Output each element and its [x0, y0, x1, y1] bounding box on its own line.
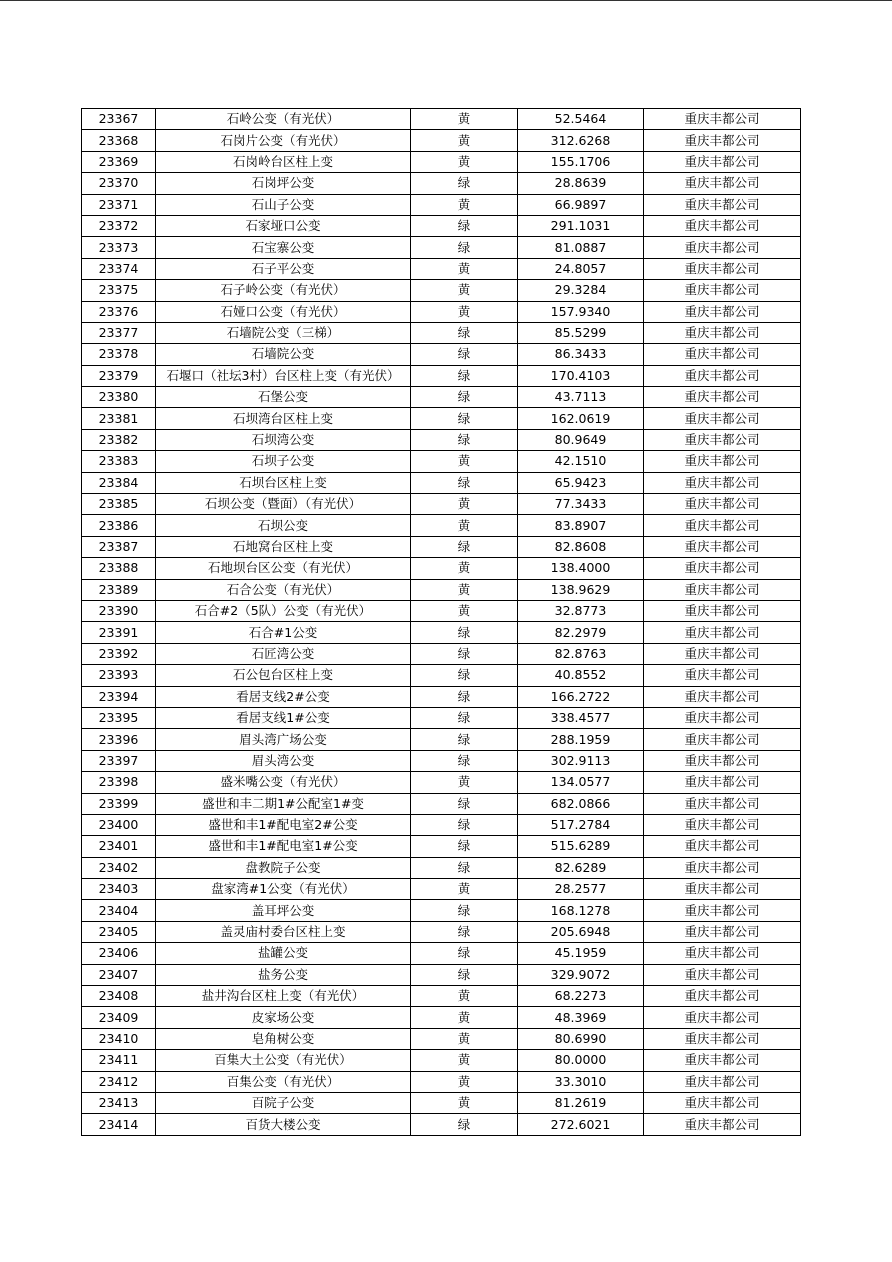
table-row: [82, 429, 801, 450]
row-id-cell: 23385: [82, 494, 156, 515]
transformer-name-cell: 石娅口公变（有光伏）: [156, 301, 411, 322]
row-id-cell: 23387: [82, 536, 156, 557]
table-row: [82, 600, 801, 621]
table-row: [82, 879, 801, 900]
transformer-name-cell: 石岭公变（有光伏）: [156, 109, 411, 130]
status-color-cell: 绿: [411, 686, 518, 707]
row-id-cell: 23368: [82, 130, 156, 151]
table-row: [82, 451, 801, 472]
company-cell: 重庆丰都公司: [644, 151, 801, 172]
status-color-cell: 绿: [411, 237, 518, 258]
transformer-name-cell: 石岗岭台区柱上变: [156, 151, 411, 172]
company-cell: 重庆丰都公司: [644, 814, 801, 835]
status-color-cell: 绿: [411, 836, 518, 857]
value-cell: 48.3969: [518, 1007, 644, 1028]
company-cell: 重庆丰都公司: [644, 986, 801, 1007]
row-id-cell: 23404: [82, 900, 156, 921]
transformer-name-cell: 皮家场公变: [156, 1007, 411, 1028]
company-cell: 重庆丰都公司: [644, 536, 801, 557]
value-cell: 162.0619: [518, 408, 644, 429]
company-cell: 重庆丰都公司: [644, 1071, 801, 1092]
table-row: [82, 1071, 801, 1092]
status-color-cell: 黄: [411, 879, 518, 900]
table-row: [82, 579, 801, 600]
row-id-cell: 23406: [82, 943, 156, 964]
status-color-cell: 绿: [411, 814, 518, 835]
status-color-cell: 绿: [411, 900, 518, 921]
value-cell: 82.6289: [518, 857, 644, 878]
row-id-cell: 23371: [82, 194, 156, 215]
table-row: [82, 793, 801, 814]
company-cell: 重庆丰都公司: [644, 707, 801, 728]
status-color-cell: 黄: [411, 1092, 518, 1113]
row-id-cell: 23390: [82, 600, 156, 621]
transformer-name-cell: 百集公变（有光伏）: [156, 1071, 411, 1092]
value-cell: 29.3284: [518, 280, 644, 301]
transformer-name-cell: 石合#1公变: [156, 622, 411, 643]
row-id-cell: 23369: [82, 151, 156, 172]
company-cell: 重庆丰都公司: [644, 387, 801, 408]
row-id-cell: 23410: [82, 1028, 156, 1049]
row-id-cell: 23391: [82, 622, 156, 643]
value-cell: 42.1510: [518, 451, 644, 472]
company-cell: 重庆丰都公司: [644, 836, 801, 857]
transformer-name-cell: 石合公变（有光伏）: [156, 579, 411, 600]
value-cell: 82.8763: [518, 643, 644, 664]
row-id-cell: 23373: [82, 237, 156, 258]
company-cell: 重庆丰都公司: [644, 194, 801, 215]
transformer-name-cell: 盘教院子公变: [156, 857, 411, 878]
company-cell: 重庆丰都公司: [644, 879, 801, 900]
status-color-cell: 黄: [411, 194, 518, 215]
transformer-name-cell: 眉头湾广场公变: [156, 729, 411, 750]
transformer-name-cell: 盐罐公变: [156, 943, 411, 964]
company-cell: 重庆丰都公司: [644, 793, 801, 814]
value-cell: 65.9423: [518, 472, 644, 493]
transformer-name-cell: 皂角树公变: [156, 1028, 411, 1049]
table-row: [82, 1114, 801, 1135]
status-color-cell: 绿: [411, 943, 518, 964]
transformer-name-cell: 石坝公变: [156, 515, 411, 536]
table-row: [82, 258, 801, 279]
company-cell: 重庆丰都公司: [644, 451, 801, 472]
company-cell: 重庆丰都公司: [644, 558, 801, 579]
status-color-cell: 黄: [411, 558, 518, 579]
status-color-cell: 黄: [411, 579, 518, 600]
status-color-cell: 绿: [411, 793, 518, 814]
table-row: [82, 921, 801, 942]
company-cell: 重庆丰都公司: [644, 1007, 801, 1028]
company-cell: 重庆丰都公司: [644, 943, 801, 964]
company-cell: 重庆丰都公司: [644, 408, 801, 429]
status-color-cell: 绿: [411, 1114, 518, 1135]
transformer-name-cell: 盖耳坪公变: [156, 900, 411, 921]
table-row: [82, 729, 801, 750]
value-cell: 329.9072: [518, 964, 644, 985]
company-cell: 重庆丰都公司: [644, 1050, 801, 1071]
status-color-cell: 黄: [411, 1028, 518, 1049]
value-cell: 338.4577: [518, 707, 644, 728]
company-cell: 重庆丰都公司: [644, 857, 801, 878]
transformer-name-cell: 百院子公变: [156, 1092, 411, 1113]
table-row: [82, 665, 801, 686]
row-id-cell: 23403: [82, 879, 156, 900]
transformer-name-cell: 石宝寨公变: [156, 237, 411, 258]
transformer-name-cell: 盛米嘴公变（有光伏）: [156, 772, 411, 793]
row-id-cell: 23367: [82, 109, 156, 130]
company-cell: 重庆丰都公司: [644, 237, 801, 258]
table-row: [82, 344, 801, 365]
status-color-cell: 绿: [411, 173, 518, 194]
transformer-name-cell: 盛世和丰1#配电室2#公变: [156, 814, 411, 835]
row-id-cell: 23407: [82, 964, 156, 985]
value-cell: 83.8907: [518, 515, 644, 536]
value-cell: 168.1278: [518, 900, 644, 921]
row-id-cell: 23411: [82, 1050, 156, 1071]
table-row: [82, 943, 801, 964]
status-color-cell: 绿: [411, 857, 518, 878]
row-id-cell: 23370: [82, 173, 156, 194]
table-row: [82, 237, 801, 258]
transformer-name-cell: 石岗坪公变: [156, 173, 411, 194]
company-cell: 重庆丰都公司: [644, 1092, 801, 1113]
transformer-name-cell: 石家垭口公变: [156, 215, 411, 236]
value-cell: 33.3010: [518, 1071, 644, 1092]
company-cell: 重庆丰都公司: [644, 130, 801, 151]
table-row: [82, 109, 801, 130]
company-cell: 重庆丰都公司: [644, 173, 801, 194]
status-color-cell: 黄: [411, 280, 518, 301]
row-id-cell: 23395: [82, 707, 156, 728]
transformer-name-cell: 石墙院公变（三梯）: [156, 322, 411, 343]
row-id-cell: 23374: [82, 258, 156, 279]
value-cell: 134.0577: [518, 772, 644, 793]
transformer-name-cell: 石堡公变: [156, 387, 411, 408]
row-id-cell: 23381: [82, 408, 156, 429]
value-cell: 302.9113: [518, 750, 644, 771]
table-row: [82, 986, 801, 1007]
value-cell: 40.8552: [518, 665, 644, 686]
company-cell: 重庆丰都公司: [644, 472, 801, 493]
transformer-name-cell: 盖灵庙村委台区柱上变: [156, 921, 411, 942]
transformer-name-cell: 看居支线2#公变: [156, 686, 411, 707]
table-row: [82, 900, 801, 921]
status-color-cell: 黄: [411, 1071, 518, 1092]
transformer-name-cell: 盘家湾#1公变（有光伏）: [156, 879, 411, 900]
transformer-name-cell: 石坝湾台区柱上变: [156, 408, 411, 429]
status-color-cell: 绿: [411, 643, 518, 664]
company-cell: 重庆丰都公司: [644, 600, 801, 621]
transformer-name-cell: 石合#2（5队）公变（有光伏）: [156, 600, 411, 621]
table-row: [82, 494, 801, 515]
table-row: [82, 1007, 801, 1028]
company-cell: 重庆丰都公司: [644, 429, 801, 450]
table-row: [82, 515, 801, 536]
table-row: [82, 1092, 801, 1113]
value-cell: 81.2619: [518, 1092, 644, 1113]
row-id-cell: 23413: [82, 1092, 156, 1113]
table-row: [82, 194, 801, 215]
status-color-cell: 黄: [411, 986, 518, 1007]
row-id-cell: 23414: [82, 1114, 156, 1135]
transformer-name-cell: 石坝公变（暨面）（有光伏）: [156, 494, 411, 515]
row-id-cell: 23379: [82, 365, 156, 386]
value-cell: 155.1706: [518, 151, 644, 172]
status-color-cell: 黄: [411, 1050, 518, 1071]
transformer-name-cell: 石坝台区柱上变: [156, 472, 411, 493]
data-table-body: [82, 109, 801, 1136]
table-row: [82, 151, 801, 172]
table-row: [82, 643, 801, 664]
row-id-cell: 23372: [82, 215, 156, 236]
transformer-name-cell: 石山子公变: [156, 194, 411, 215]
status-color-cell: 绿: [411, 921, 518, 942]
value-cell: 66.9897: [518, 194, 644, 215]
value-cell: 43.7113: [518, 387, 644, 408]
value-cell: 45.1959: [518, 943, 644, 964]
value-cell: 517.2784: [518, 814, 644, 835]
status-color-cell: 绿: [411, 344, 518, 365]
value-cell: 272.6021: [518, 1114, 644, 1135]
value-cell: 288.1959: [518, 729, 644, 750]
table-row: [82, 130, 801, 151]
row-id-cell: 23376: [82, 301, 156, 322]
row-id-cell: 23408: [82, 986, 156, 1007]
value-cell: 24.8057: [518, 258, 644, 279]
table-row: [82, 536, 801, 557]
value-cell: 205.6948: [518, 921, 644, 942]
status-color-cell: 绿: [411, 750, 518, 771]
row-id-cell: 23397: [82, 750, 156, 771]
table-row: [82, 365, 801, 386]
status-color-cell: 绿: [411, 964, 518, 985]
value-cell: 138.4000: [518, 558, 644, 579]
table-row: [82, 857, 801, 878]
company-cell: 重庆丰都公司: [644, 109, 801, 130]
table-row: [82, 707, 801, 728]
company-cell: 重庆丰都公司: [644, 258, 801, 279]
company-cell: 重庆丰都公司: [644, 964, 801, 985]
status-color-cell: 绿: [411, 387, 518, 408]
value-cell: 166.2722: [518, 686, 644, 707]
row-id-cell: 23378: [82, 344, 156, 365]
value-cell: 68.2273: [518, 986, 644, 1007]
value-cell: 32.8773: [518, 600, 644, 621]
status-color-cell: 黄: [411, 301, 518, 322]
table-row: [82, 1050, 801, 1071]
table-row: [82, 836, 801, 857]
company-cell: 重庆丰都公司: [644, 772, 801, 793]
page-top-rule: [0, 0, 892, 1]
table-row: [82, 472, 801, 493]
row-id-cell: 23399: [82, 793, 156, 814]
value-cell: 80.9649: [518, 429, 644, 450]
company-cell: 重庆丰都公司: [644, 515, 801, 536]
company-cell: 重庆丰都公司: [644, 579, 801, 600]
table-row: [82, 772, 801, 793]
transformer-name-cell: 石子岭公变（有光伏）: [156, 280, 411, 301]
row-id-cell: 23382: [82, 429, 156, 450]
company-cell: 重庆丰都公司: [644, 301, 801, 322]
company-cell: 重庆丰都公司: [644, 494, 801, 515]
transformer-name-cell: 石子平公变: [156, 258, 411, 279]
status-color-cell: 黄: [411, 109, 518, 130]
transformer-name-cell: 眉头湾公变: [156, 750, 411, 771]
row-id-cell: 23393: [82, 665, 156, 686]
status-color-cell: 绿: [411, 429, 518, 450]
status-color-cell: 绿: [411, 365, 518, 386]
value-cell: 157.9340: [518, 301, 644, 322]
table-row: [82, 964, 801, 985]
value-cell: 81.0887: [518, 237, 644, 258]
row-id-cell: 23396: [82, 729, 156, 750]
transformer-name-cell: 盐务公变: [156, 964, 411, 985]
company-cell: 重庆丰都公司: [644, 686, 801, 707]
row-id-cell: 23401: [82, 836, 156, 857]
transformer-name-cell: 石墙院公变: [156, 344, 411, 365]
row-id-cell: 23377: [82, 322, 156, 343]
transformer-name-cell: 石地坝台区公变（有光伏）: [156, 558, 411, 579]
row-id-cell: 23384: [82, 472, 156, 493]
row-id-cell: 23412: [82, 1071, 156, 1092]
transformer-name-cell: 盛世和丰二期1#公配室1#变: [156, 793, 411, 814]
company-cell: 重庆丰都公司: [644, 344, 801, 365]
company-cell: 重庆丰都公司: [644, 750, 801, 771]
status-color-cell: 绿: [411, 707, 518, 728]
value-cell: 80.0000: [518, 1050, 644, 1071]
value-cell: 82.2979: [518, 622, 644, 643]
transformer-name-cell: 石地窝台区柱上变: [156, 536, 411, 557]
value-cell: 312.6268: [518, 130, 644, 151]
company-cell: 重庆丰都公司: [644, 1114, 801, 1135]
value-cell: 82.8608: [518, 536, 644, 557]
table-row: [82, 408, 801, 429]
table-row: [82, 173, 801, 194]
transformer-name-cell: 石坝湾公变: [156, 429, 411, 450]
table-row: [82, 750, 801, 771]
value-cell: 291.1031: [518, 215, 644, 236]
row-id-cell: 23389: [82, 579, 156, 600]
status-color-cell: 绿: [411, 322, 518, 343]
row-id-cell: 23392: [82, 643, 156, 664]
status-color-cell: 黄: [411, 258, 518, 279]
value-cell: 682.0866: [518, 793, 644, 814]
status-color-cell: 黄: [411, 151, 518, 172]
status-color-cell: 绿: [411, 408, 518, 429]
value-cell: 28.2577: [518, 879, 644, 900]
transformer-name-cell: 看居支线1#公变: [156, 707, 411, 728]
status-color-cell: 黄: [411, 1007, 518, 1028]
row-id-cell: 23388: [82, 558, 156, 579]
status-color-cell: 黄: [411, 451, 518, 472]
data-table: [81, 108, 801, 1136]
company-cell: 重庆丰都公司: [644, 643, 801, 664]
table-row: [82, 280, 801, 301]
status-color-cell: 绿: [411, 215, 518, 236]
value-cell: 138.9629: [518, 579, 644, 600]
status-color-cell: 绿: [411, 622, 518, 643]
table-row: [82, 1028, 801, 1049]
company-cell: 重庆丰都公司: [644, 1028, 801, 1049]
row-id-cell: 23394: [82, 686, 156, 707]
table-row: [82, 622, 801, 643]
company-cell: 重庆丰都公司: [644, 322, 801, 343]
company-cell: 重庆丰都公司: [644, 215, 801, 236]
table-row: [82, 387, 801, 408]
row-id-cell: 23375: [82, 280, 156, 301]
value-cell: 515.6289: [518, 836, 644, 857]
status-color-cell: 绿: [411, 472, 518, 493]
transformer-name-cell: 百货大楼公变: [156, 1114, 411, 1135]
company-cell: 重庆丰都公司: [644, 921, 801, 942]
row-id-cell: 23380: [82, 387, 156, 408]
status-color-cell: 绿: [411, 536, 518, 557]
company-cell: 重庆丰都公司: [644, 365, 801, 386]
status-color-cell: 黄: [411, 600, 518, 621]
row-id-cell: 23405: [82, 921, 156, 942]
company-cell: 重庆丰都公司: [644, 622, 801, 643]
value-cell: 52.5464: [518, 109, 644, 130]
value-cell: 86.3433: [518, 344, 644, 365]
company-cell: 重庆丰都公司: [644, 665, 801, 686]
value-cell: 77.3433: [518, 494, 644, 515]
row-id-cell: 23409: [82, 1007, 156, 1028]
transformer-name-cell: 石堰口（社坛3村）台区柱上变（有光伏）: [156, 365, 411, 386]
company-cell: 重庆丰都公司: [644, 280, 801, 301]
value-cell: 170.4103: [518, 365, 644, 386]
transformer-name-cell: 盛世和丰1#配电室1#公变: [156, 836, 411, 857]
table-row: [82, 301, 801, 322]
row-id-cell: 23383: [82, 451, 156, 472]
status-color-cell: 绿: [411, 729, 518, 750]
row-id-cell: 23398: [82, 772, 156, 793]
transformer-name-cell: 石岗片公变（有光伏）: [156, 130, 411, 151]
company-cell: 重庆丰都公司: [644, 900, 801, 921]
row-id-cell: 23402: [82, 857, 156, 878]
transformer-name-cell: 石公包台区柱上变: [156, 665, 411, 686]
company-cell: 重庆丰都公司: [644, 729, 801, 750]
value-cell: 28.8639: [518, 173, 644, 194]
table-row: [82, 686, 801, 707]
row-id-cell: 23400: [82, 814, 156, 835]
transformer-name-cell: 百集大土公变（有光伏）: [156, 1050, 411, 1071]
transformer-name-cell: 盐井沟台区柱上变（有光伏）: [156, 986, 411, 1007]
transformer-name-cell: 石坝子公变: [156, 451, 411, 472]
transformer-name-cell: 石匠湾公变: [156, 643, 411, 664]
value-cell: 80.6990: [518, 1028, 644, 1049]
status-color-cell: 黄: [411, 130, 518, 151]
table-row: [82, 215, 801, 236]
status-color-cell: 绿: [411, 665, 518, 686]
status-color-cell: 黄: [411, 772, 518, 793]
table-row: [82, 814, 801, 835]
table-row: [82, 322, 801, 343]
value-cell: 85.5299: [518, 322, 644, 343]
status-color-cell: 黄: [411, 515, 518, 536]
table-row: [82, 558, 801, 579]
status-color-cell: 黄: [411, 494, 518, 515]
row-id-cell: 23386: [82, 515, 156, 536]
